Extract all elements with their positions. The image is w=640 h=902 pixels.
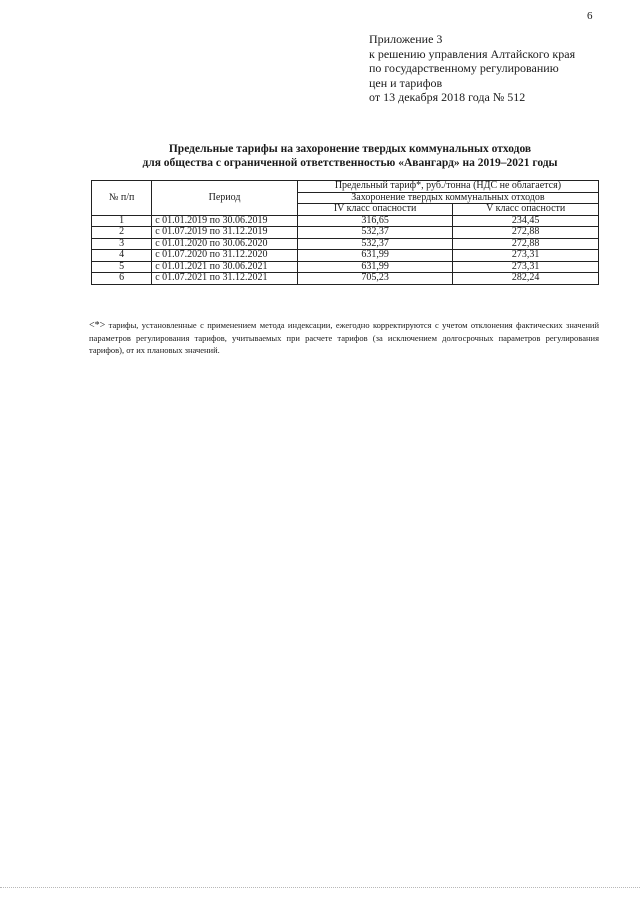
row-period: с 01.07.2021 по 31.12.2021 xyxy=(152,273,298,285)
row-value-v: 273,31 xyxy=(453,250,599,262)
table-row xyxy=(92,227,599,239)
row-value-v: 272,88 xyxy=(453,238,599,250)
scan-edge-line xyxy=(0,887,640,888)
row-value-iv: 532,37 xyxy=(297,238,452,250)
table-row xyxy=(92,215,599,227)
footnote-text: тарифы, установленные с применением метода индексации, ежегодно корректируются с учетом отклонения фактических значений параметров регулирования тарифов, учитываемых при расчете тарифов (за исключением долгосрочных параметров регулирования тарифов), от их плановых значений. xyxy=(89,320,599,355)
title-line-1: Предельные тарифы на захоронение твердых коммунальных отходов xyxy=(168,143,532,155)
table-row xyxy=(92,261,599,273)
row-num: 5 xyxy=(92,261,152,273)
title-line-2: для общества с ограниченной ответственностью «Авангард» на 2019–2021 годы xyxy=(142,157,558,169)
appendix-header xyxy=(369,32,575,105)
row-value-iv: 316,65 xyxy=(297,215,452,227)
row-period: с 01.01.2020 по 30.06.2020 xyxy=(152,238,298,250)
row-value-iv: 532,37 xyxy=(297,227,452,239)
row-period: с 01.07.2020 по 31.12.2020 xyxy=(152,250,298,262)
row-period: с 01.07.2019 по 31.12.2019 xyxy=(152,227,298,239)
table-row xyxy=(92,250,599,262)
row-period: с 01.01.2019 по 30.06.2019 xyxy=(152,215,298,227)
header-class-iv: IV класс опасности xyxy=(297,204,452,216)
row-value-v: 273,31 xyxy=(453,261,599,273)
page-number: 6 xyxy=(587,10,593,22)
tariff-table xyxy=(91,180,599,285)
row-value-iv: 631,99 xyxy=(297,261,452,273)
footnote xyxy=(89,319,599,356)
footnote-marker: <*> xyxy=(89,320,106,331)
row-num: 4 xyxy=(92,250,152,262)
row-value-iv: 705,23 xyxy=(297,273,452,285)
appendix-line: к решению управления Алтайского края xyxy=(369,46,576,61)
header-burial: Захоронение твердых коммунальных отходов xyxy=(297,192,598,204)
row-num: 6 xyxy=(92,273,152,285)
document-title xyxy=(60,142,640,170)
row-num: 2 xyxy=(92,227,152,239)
row-value-iv: 631,99 xyxy=(297,250,452,262)
appendix-line: Приложение 3 xyxy=(369,32,443,46)
row-period: с 01.01.2021 по 30.06.2021 xyxy=(152,261,298,273)
row-value-v: 282,24 xyxy=(453,273,599,285)
appendix-line: по государственному регулированию xyxy=(369,61,559,75)
row-num: 3 xyxy=(92,238,152,250)
row-value-v: 234,45 xyxy=(453,215,599,227)
header-tariff: Предельный тариф*, руб./тонна (НДС не облагается) xyxy=(297,181,598,193)
table-row xyxy=(92,238,599,250)
appendix-line: цен и тарифов xyxy=(369,75,443,90)
header-num: № п/п xyxy=(92,181,152,216)
header-period: Период xyxy=(152,181,298,216)
row-num: 1 xyxy=(92,215,152,227)
row-value-v: 272,88 xyxy=(453,227,599,239)
appendix-line: от 13 декабря 2018 года № 512 xyxy=(369,90,526,104)
table-row xyxy=(92,273,599,285)
header-class-v: V класс опасности xyxy=(453,204,599,216)
